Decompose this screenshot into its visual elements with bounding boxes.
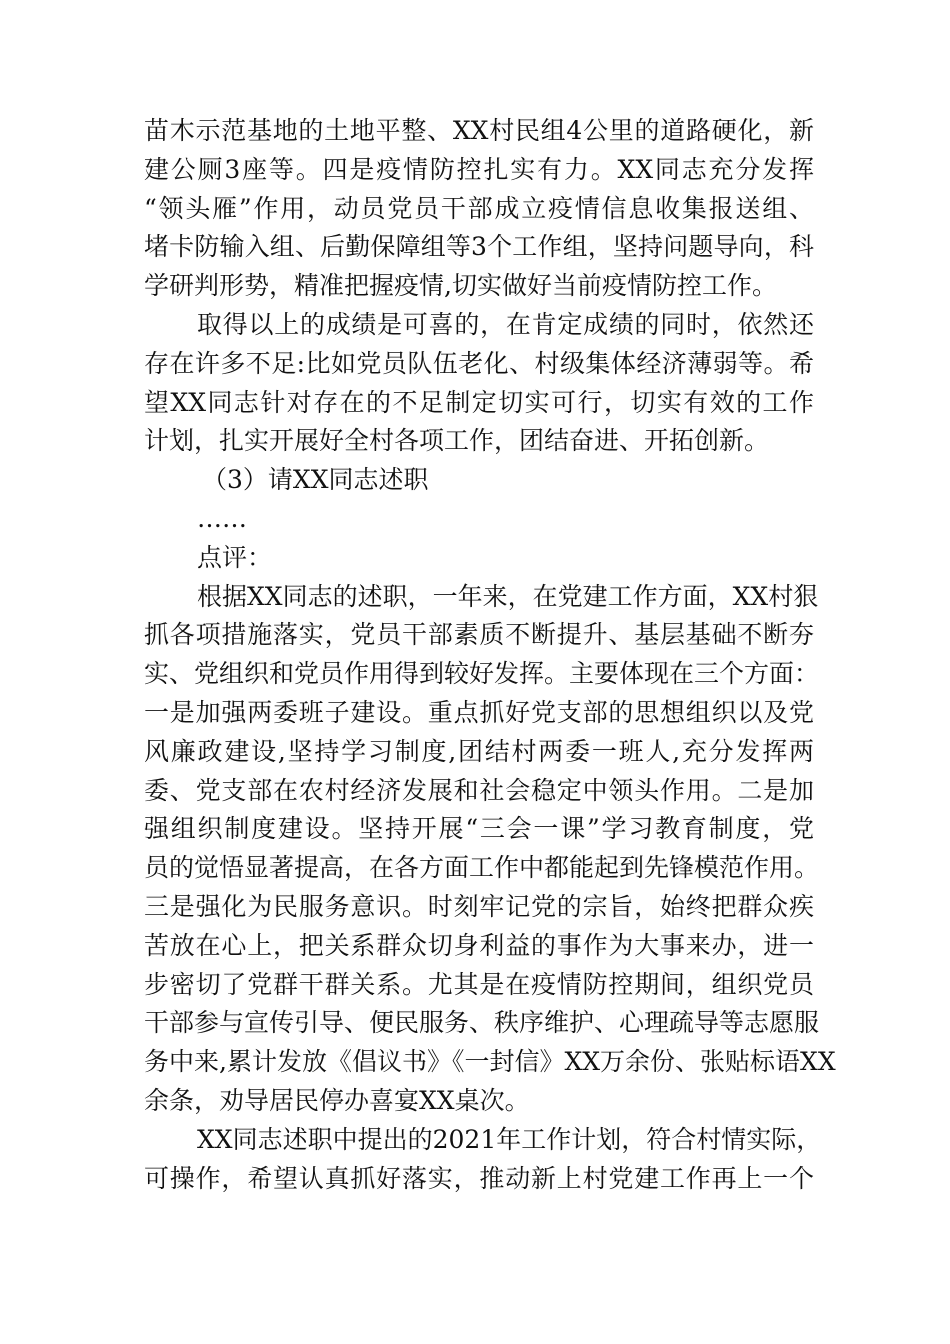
paragraph-start-line: 取得以上的成绩是可喜的，在肯定成绩的同时，依然还 [197, 309, 814, 339]
section-heading: （3）请XX同志述职 [202, 465, 429, 495]
text-line: 建公厕3座等。四是疫情防控扎实有力。XX同志充分发挥 [144, 154, 814, 184]
text-line: 学研判形势，精准把握疫情,切实做好当前疫情防控工作。 [144, 271, 777, 301]
text-line: 余条，劝导居民停办喜宴XX桌次。 [144, 1085, 530, 1115]
text-line: 步密切了党群干群关系。尤其是在疫情防控期间，组织党员 [144, 969, 814, 999]
text-line: 务中来,累计发放《倡议书》《一封信》XX万余份、张贴标语XX [144, 1047, 836, 1077]
text-line: 风廉政建设,坚持学习制度,团结村两委一班人,充分发挥两 [144, 736, 814, 766]
text-line: 委、党支部在农村经济发展和社会稳定中领头作用。二是加 [144, 775, 814, 805]
text-line: 一是加强两委班子建设。重点抓好党支部的思想组织以及党 [144, 697, 814, 727]
text-line: 可操作，希望认真抓好落实，推动新上村党建工作再上一个 [144, 1163, 814, 1193]
paragraph-start-line: XX同志述职中提出的2021年工作计划，符合村情实际， [197, 1124, 822, 1154]
text-line: 三是强化为民服务意识。时刻牢记党的宗旨，始终把群众疾 [144, 891, 814, 921]
text-line: 实、党组织和党员作用得到较好发挥。主要体现在三个方面： [144, 659, 820, 689]
text-line: 强组织制度建设。坚持开展“三会一课”学习教育制度，党 [144, 814, 814, 844]
comment-label: 点评： [197, 542, 273, 572]
text-line: 堵卡防输入组、后勤保障组等3个工作组，坚持问题导向，科 [144, 232, 814, 262]
text-line: 苦放在心上，把关系群众切身利益的事作为大事来办，进一 [144, 930, 814, 960]
text-line: 存在许多不足:比如党员队伍老化、村级集体经济薄弱等。希 [144, 348, 814, 378]
body-text [144, 112, 836, 1198]
ellipsis-line: …… [197, 503, 247, 533]
text-line: 干部参与宣传引导、便民服务、秩序维护、心理疏导等志愿服 [144, 1008, 820, 1038]
paragraph-start-line: 根据XX同志的述职，一年来，在党建工作方面，XX村狠 [197, 581, 819, 611]
text-line: 望XX同志针对存在的不足制定切实可行，切实有效的工作 [144, 387, 814, 417]
text-line: 苗木示范基地的土地平整、XX村民组4公里的道路硬化，新 [144, 116, 814, 145]
text-line: “领头雁”作用，动员党员干部成立疫情信息收集报送组、 [144, 193, 814, 223]
text-line: 抓各项措施落实，党员干部素质不断提升、基层基础不断夯 [144, 620, 814, 650]
text-line: 员的觉悟显著提高，在各方面工作中都能起到先锋模范作用。 [144, 853, 820, 883]
text-line: 计划，扎实开展好全村各项工作，团结奋进、开拓创新。 [144, 426, 770, 456]
